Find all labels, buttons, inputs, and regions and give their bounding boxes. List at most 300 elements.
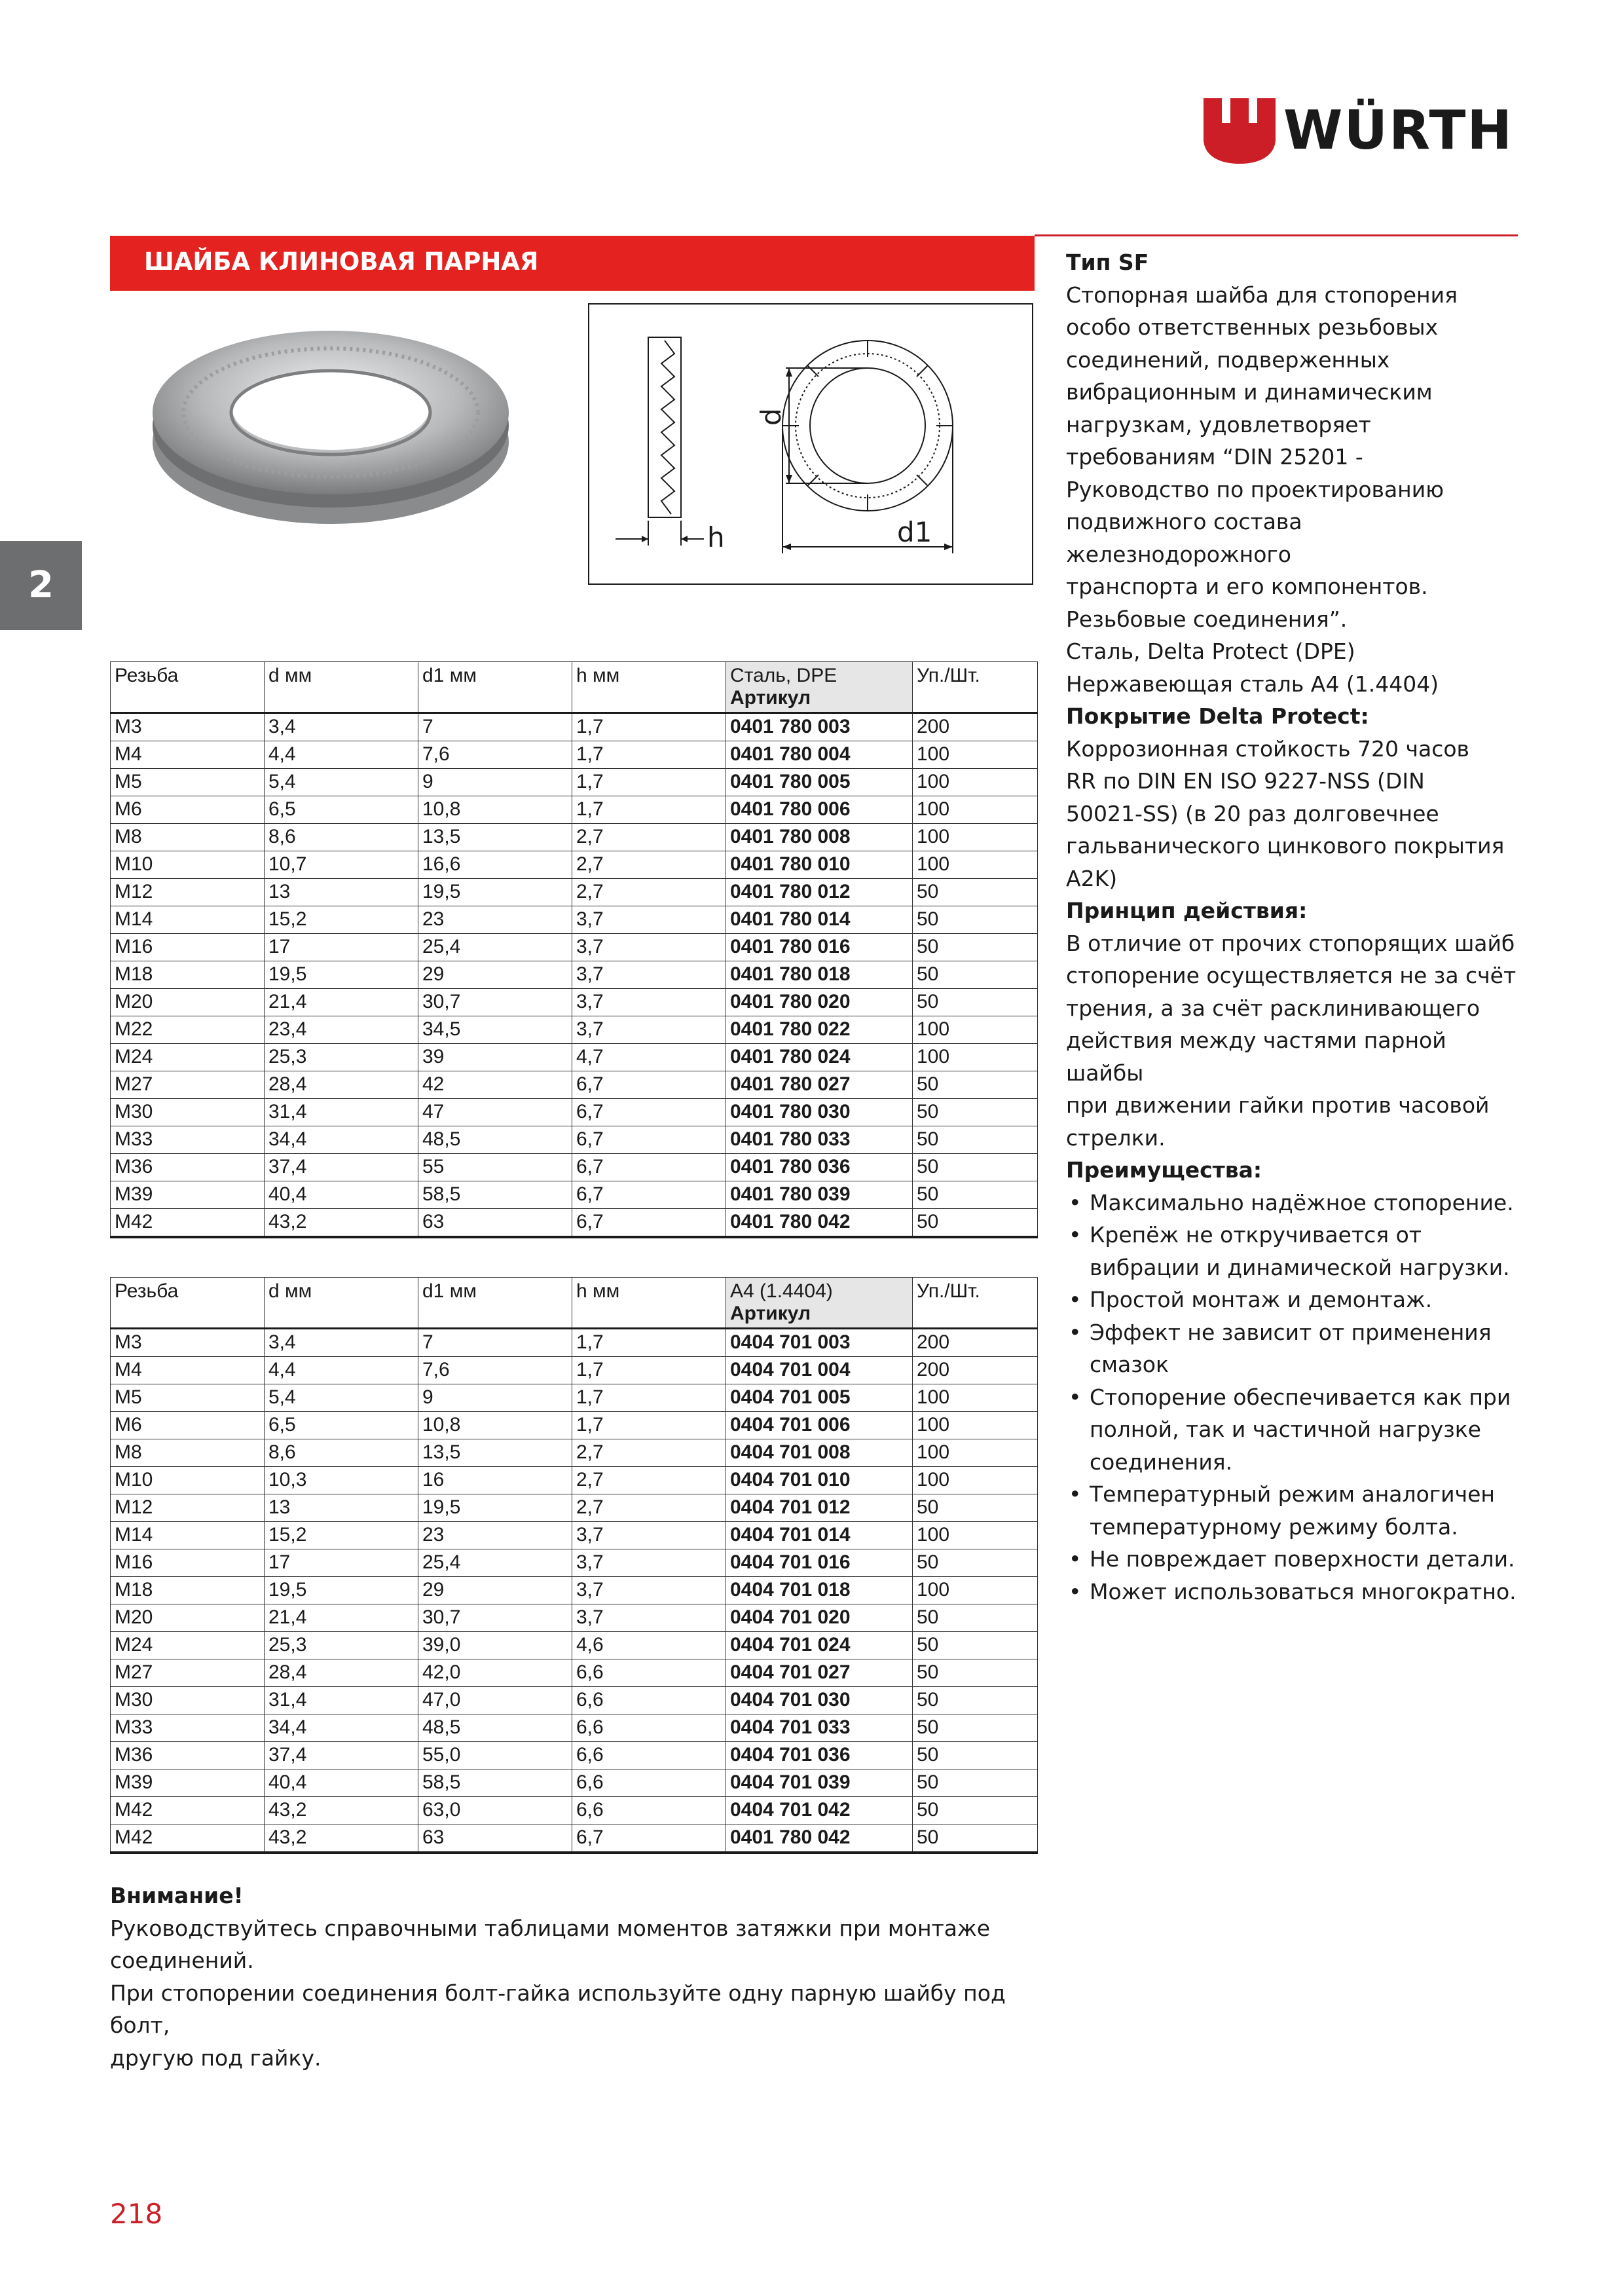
table-row <box>111 1071 1038 1099</box>
article-cell: 0401 780 027 <box>726 1071 913 1099</box>
label-d1: d1 <box>897 516 932 548</box>
article-cell: 0404 701 020 <box>726 1604 913 1632</box>
list-item-line: вибрации и динамической нагрузки. <box>1090 1254 1510 1280</box>
page-number: 218 <box>110 2198 163 2230</box>
d1-cell: 13,5 <box>418 824 572 851</box>
table-row <box>111 1126 1038 1154</box>
pack-cell: 50 <box>913 1181 1038 1209</box>
table-row <box>111 851 1038 879</box>
pack-cell: 50 <box>913 1797 1038 1824</box>
article-cell: 0401 780 020 <box>726 989 913 1016</box>
d-cell: 28,4 <box>265 1659 418 1687</box>
description-line: Нержавеющая сталь A4 (1.4404) <box>1066 671 1439 697</box>
thread-cell: M42 <box>111 1824 265 1853</box>
h-cell: 1,7 <box>572 713 726 741</box>
d-cell: 4,4 <box>265 1357 418 1384</box>
d1-cell: 16 <box>418 1467 572 1494</box>
title-bar <box>110 236 1035 291</box>
table-row <box>111 1412 1038 1439</box>
advantages-heading: Преимущества: <box>1066 1157 1262 1183</box>
d1-cell: 34,5 <box>418 1016 572 1044</box>
header-h: h мм <box>572 662 726 713</box>
table-row <box>111 1714 1038 1742</box>
note-line: При стопорении соединения болт-гайка используйте одну парную шайбу под болт, <box>110 1980 1006 2038</box>
table-row <box>111 989 1038 1016</box>
header-material: A4 (1.4404) <box>730 1280 833 1302</box>
pack-cell: 100 <box>913 1016 1038 1044</box>
pack-cell: 100 <box>913 1577 1038 1604</box>
principle-line: В отличие от прочих стопорящих шайб <box>1066 930 1515 956</box>
table-row <box>111 879 1038 906</box>
pack-cell: 50 <box>913 1659 1038 1687</box>
thread-cell: M22 <box>111 1016 265 1044</box>
d1-cell: 19,5 <box>418 1494 572 1522</box>
article-cell: 0401 780 030 <box>726 1099 913 1126</box>
table-row <box>111 1577 1038 1604</box>
table-row <box>111 1099 1038 1126</box>
h-cell: 6,6 <box>572 1659 726 1687</box>
thread-cell: M10 <box>111 851 265 879</box>
h-cell: 2,7 <box>572 824 726 851</box>
label-d: d <box>755 408 787 426</box>
pack-cell: 50 <box>913 989 1038 1016</box>
description-column <box>1066 246 1524 1608</box>
h-cell: 1,7 <box>572 1329 726 1357</box>
page-title: ШАЙБА КЛИНОВАЯ ПАРНАЯ <box>144 248 539 276</box>
table-row <box>111 1824 1038 1853</box>
d1-cell: 58,5 <box>418 1769 572 1797</box>
article-cell: 0404 701 018 <box>726 1577 913 1604</box>
table-row <box>111 1742 1038 1769</box>
h-cell: 1,7 <box>572 741 726 769</box>
d-cell: 34,4 <box>265 1714 418 1742</box>
description-line: Сталь, Delta Protect (DPE) <box>1066 639 1355 664</box>
principle-line: при движении гайки против часовой <box>1066 1092 1490 1118</box>
table-row <box>111 1797 1038 1824</box>
h-cell: 6,7 <box>572 1209 726 1238</box>
d1-cell: 19,5 <box>418 879 572 906</box>
h-cell: 4,7 <box>572 1044 726 1071</box>
d1-cell: 48,5 <box>418 1126 572 1154</box>
article-cell: 0404 701 012 <box>726 1494 913 1522</box>
list-item <box>1066 1576 1524 1608</box>
table-row <box>111 1209 1038 1238</box>
d-cell: 28,4 <box>265 1071 418 1099</box>
a4-table <box>110 1277 1038 1854</box>
note-line: другую под гайку. <box>110 2045 322 2071</box>
article-cell: 0401 780 022 <box>726 1016 913 1044</box>
article-cell: 0401 780 036 <box>726 1154 913 1181</box>
pack-cell: 100 <box>913 851 1038 879</box>
article-cell: 0404 701 030 <box>726 1687 913 1714</box>
h-cell: 1,7 <box>572 1384 726 1412</box>
d1-cell: 55 <box>418 1154 572 1181</box>
header-h: h мм <box>572 1278 726 1329</box>
thread-cell: M3 <box>111 713 265 741</box>
d-cell: 40,4 <box>265 1181 418 1209</box>
article-cell: 0404 701 033 <box>726 1714 913 1742</box>
pack-cell: 100 <box>913 1467 1038 1494</box>
h-cell: 3,7 <box>572 1522 726 1549</box>
pack-cell: 50 <box>913 906 1038 934</box>
pack-cell: 50 <box>913 1071 1038 1099</box>
d1-cell: 30,7 <box>418 989 572 1016</box>
table-row <box>111 1522 1038 1549</box>
article-cell: 0401 780 005 <box>726 769 913 796</box>
h-cell: 3,7 <box>572 1549 726 1577</box>
article-cell: 0404 701 005 <box>726 1384 913 1412</box>
h-cell: 2,7 <box>572 1494 726 1522</box>
pack-cell: 200 <box>913 713 1038 741</box>
d-cell: 6,5 <box>265 1412 418 1439</box>
article-cell: 0401 780 033 <box>726 1126 913 1154</box>
list-item <box>1066 1219 1524 1284</box>
d-cell: 3,4 <box>265 713 418 741</box>
description-line: Стопорная шайба для стопорения <box>1066 282 1458 308</box>
h-cell: 1,7 <box>572 1412 726 1439</box>
d-cell: 4,4 <box>265 741 418 769</box>
h-cell: 4,6 <box>572 1632 726 1659</box>
d1-cell: 42,0 <box>418 1659 572 1687</box>
pack-cell: 50 <box>913 879 1038 906</box>
d1-cell: 47 <box>418 1099 572 1126</box>
d1-cell: 29 <box>418 1577 572 1604</box>
table-row <box>111 1659 1038 1687</box>
h-cell: 6,7 <box>572 1154 726 1181</box>
header-article <box>726 662 913 713</box>
washer-photo <box>151 314 517 530</box>
table-row <box>111 796 1038 824</box>
d-cell: 15,2 <box>265 906 418 934</box>
d1-cell: 39 <box>418 1044 572 1071</box>
h-cell: 2,7 <box>572 851 726 879</box>
thread-cell: M5 <box>111 769 265 796</box>
d1-cell: 7,6 <box>418 741 572 769</box>
pack-cell: 100 <box>913 1522 1038 1549</box>
pack-cell: 100 <box>913 1384 1038 1412</box>
d1-cell: 63 <box>418 1209 572 1238</box>
header-rule <box>1035 234 1518 236</box>
header-pack: Уп./Шт. <box>913 1278 1038 1329</box>
thread-cell: M27 <box>111 1071 265 1099</box>
d1-cell: 42 <box>418 1071 572 1099</box>
article-cell: 0401 780 008 <box>726 824 913 851</box>
article-cell: 0404 701 003 <box>726 1329 913 1357</box>
note-line: Руководствуйтесь справочными таблицами моментов затяжки при монтаже <box>110 1915 990 1941</box>
h-cell: 2,7 <box>572 1467 726 1494</box>
d-cell: 5,4 <box>265 769 418 796</box>
d-cell: 31,4 <box>265 1687 418 1714</box>
description-line: Резьбовые соединения”. <box>1066 606 1348 632</box>
thread-cell: M33 <box>111 1126 265 1154</box>
h-cell: 3,7 <box>572 906 726 934</box>
d1-cell: 55,0 <box>418 1742 572 1769</box>
pack-cell: 50 <box>913 1126 1038 1154</box>
table-row <box>111 1154 1038 1181</box>
d-cell: 19,5 <box>265 1577 418 1604</box>
pack-cell: 100 <box>913 769 1038 796</box>
thread-cell: M42 <box>111 1797 265 1824</box>
h-cell: 6,7 <box>572 1824 726 1853</box>
d1-cell: 29 <box>418 961 572 989</box>
thread-cell: M8 <box>111 824 265 851</box>
thread-cell: M20 <box>111 1604 265 1632</box>
pack-cell: 100 <box>913 824 1038 851</box>
table-row <box>111 1769 1038 1797</box>
list-item-line: • Эффект не зависит от применения <box>1090 1319 1492 1345</box>
description-line: транспорта и его компонентов. <box>1066 574 1428 599</box>
article-cell: 0401 780 014 <box>726 906 913 934</box>
article-cell: 0401 780 024 <box>726 1044 913 1071</box>
list-item-line: смазок <box>1090 1352 1169 1377</box>
d1-cell: 7 <box>418 1329 572 1357</box>
article-cell: 0401 780 006 <box>726 796 913 824</box>
pack-cell: 50 <box>913 1604 1038 1632</box>
list-item-line: температурному режиму болта. <box>1090 1513 1458 1540</box>
article-cell: 0404 701 006 <box>726 1412 913 1439</box>
description-line: Руководство по проектированию <box>1066 476 1444 502</box>
list-item <box>1066 1381 1524 1479</box>
article-cell: 0404 701 014 <box>726 1522 913 1549</box>
header-article-label: Артикул <box>730 687 811 709</box>
d-cell: 17 <box>265 934 418 961</box>
thread-cell: M3 <box>111 1329 265 1357</box>
thread-cell: M10 <box>111 1467 265 1494</box>
h-cell: 6,7 <box>572 1126 726 1154</box>
d-cell: 13 <box>265 1494 418 1522</box>
h-cell: 3,7 <box>572 1016 726 1044</box>
principle-line: действия между частями парной шайбы <box>1066 1028 1446 1086</box>
header-d: d мм <box>265 662 418 713</box>
principle-line: стопорение осуществляется не за счёт <box>1066 963 1517 988</box>
h-cell: 2,7 <box>572 1439 726 1467</box>
h-cell: 6,6 <box>572 1714 726 1742</box>
pack-cell: 50 <box>913 1687 1038 1714</box>
header-thread: Резьба <box>111 1278 265 1329</box>
table-row <box>111 1044 1038 1071</box>
thread-cell: M12 <box>111 1494 265 1522</box>
description-line: вибрационным и динамическим <box>1066 379 1433 405</box>
table-row <box>111 1632 1038 1659</box>
pack-cell: 50 <box>913 1209 1038 1238</box>
header-d: d мм <box>265 1278 418 1329</box>
table-row <box>111 769 1038 796</box>
table-row <box>111 1329 1038 1357</box>
header-d1: d1 мм <box>418 1278 572 1329</box>
table-row <box>111 1181 1038 1209</box>
d-cell: 15,2 <box>265 1522 418 1549</box>
thread-cell: M18 <box>111 1577 265 1604</box>
pack-cell: 100 <box>913 1044 1038 1071</box>
list-item-line: • Не повреждает поверхности детали. <box>1090 1546 1515 1572</box>
thread-cell: M14 <box>111 906 265 934</box>
d-cell: 10,3 <box>265 1467 418 1494</box>
table-row <box>111 1016 1038 1044</box>
table-row <box>111 1439 1038 1467</box>
d-cell: 25,3 <box>265 1632 418 1659</box>
h-cell: 6,6 <box>572 1769 726 1797</box>
thread-cell: M14 <box>111 1522 265 1549</box>
thread-cell: M16 <box>111 934 265 961</box>
thread-cell: M4 <box>111 1357 265 1384</box>
d1-cell: 63,0 <box>418 1797 572 1824</box>
h-cell: 1,7 <box>572 769 726 796</box>
table-row <box>111 1357 1038 1384</box>
pack-cell: 50 <box>913 1742 1038 1769</box>
h-cell: 6,6 <box>572 1742 726 1769</box>
pack-cell: 50 <box>913 1549 1038 1577</box>
list-item-line: • Простой монтаж и демонтаж. <box>1090 1287 1433 1312</box>
label-h: h <box>707 521 725 553</box>
article-cell: 0404 701 039 <box>726 1769 913 1797</box>
d1-cell: 48,5 <box>418 1714 572 1742</box>
description-line: соединений, подверженных <box>1066 346 1390 373</box>
header-article <box>726 1278 913 1329</box>
d1-cell: 25,4 <box>418 1549 572 1577</box>
thread-cell: M39 <box>111 1769 265 1797</box>
warning-note <box>110 1879 1040 2074</box>
h-cell: 6,6 <box>572 1797 726 1824</box>
header-pack: Уп./Шт. <box>913 662 1038 713</box>
d-cell: 6,5 <box>265 796 418 824</box>
pack-cell: 50 <box>913 1714 1038 1742</box>
d1-cell: 9 <box>418 1384 572 1412</box>
d-cell: 25,3 <box>265 1044 418 1071</box>
h-cell: 3,7 <box>572 961 726 989</box>
article-cell: 0401 780 018 <box>726 961 913 989</box>
thread-cell: M16 <box>111 1549 265 1577</box>
list-item-line: • Крепёж не откручивается от <box>1090 1222 1422 1248</box>
thread-cell: M36 <box>111 1154 265 1181</box>
note-heading: Внимание! <box>110 1883 244 1908</box>
advantages-list <box>1066 1187 1524 1608</box>
description-line: нагрузкам, удовлетворяет <box>1066 411 1371 437</box>
d1-cell: 16,6 <box>418 851 572 879</box>
brand-name: WÜRTH <box>1283 100 1514 162</box>
h-cell: 3,7 <box>572 989 726 1016</box>
list-item <box>1066 1187 1524 1219</box>
article-cell: 0401 780 004 <box>726 741 913 769</box>
d1-cell: 7 <box>418 713 572 741</box>
article-cell: 0404 701 016 <box>726 1549 913 1577</box>
d-cell: 37,4 <box>265 1154 418 1181</box>
section-tab: 2 <box>0 541 82 630</box>
pack-cell: 50 <box>913 1494 1038 1522</box>
table-row <box>111 961 1038 989</box>
table-row <box>111 1549 1038 1577</box>
d1-cell: 23 <box>418 906 572 934</box>
article-cell: 0404 701 008 <box>726 1439 913 1467</box>
article-cell: 0404 701 036 <box>726 1742 913 1769</box>
d-cell: 43,2 <box>265 1209 418 1238</box>
d1-cell: 10,8 <box>418 1412 572 1439</box>
principle-heading: Принцип действия: <box>1066 898 1308 923</box>
table-row <box>111 934 1038 961</box>
pack-cell: 50 <box>913 1769 1038 1797</box>
list-item-line: • Максимально надёжное стопорение. <box>1090 1189 1514 1215</box>
d-cell: 5,4 <box>265 1384 418 1412</box>
pack-cell: 50 <box>913 1154 1038 1181</box>
pack-cell: 200 <box>913 1357 1038 1384</box>
article-cell: 0401 780 016 <box>726 934 913 961</box>
article-cell: 0401 780 010 <box>726 851 913 879</box>
h-cell: 3,7 <box>572 1604 726 1632</box>
table-row <box>111 906 1038 934</box>
d-cell: 3,4 <box>265 1329 418 1357</box>
h-cell: 6,7 <box>572 1181 726 1209</box>
coating-line: Коррозионная стойкость 720 часов <box>1066 735 1470 762</box>
pack-cell: 50 <box>913 1824 1038 1853</box>
type-heading: Тип SF <box>1066 250 1149 275</box>
table-row <box>111 1604 1038 1632</box>
technical-drawing <box>588 303 1033 585</box>
article-cell: 0401 780 039 <box>726 1181 913 1209</box>
thread-cell: M30 <box>111 1099 265 1126</box>
principle-line: трения, а за счёт расклинивающего <box>1066 995 1480 1021</box>
d-cell: 19,5 <box>265 961 418 989</box>
note-line: соединений. <box>110 1948 254 1973</box>
h-cell: 6,7 <box>572 1099 726 1126</box>
principle-line: стрелки. <box>1066 1124 1166 1151</box>
d-cell: 10,7 <box>265 851 418 879</box>
d1-cell: 39,0 <box>418 1632 572 1659</box>
h-cell: 2,7 <box>572 879 726 906</box>
coating-line: RR по DIN EN ISO 9227-NSS (DIN <box>1066 768 1425 794</box>
list-item <box>1066 1543 1524 1576</box>
thread-cell: M6 <box>111 1412 265 1439</box>
article-cell: 0404 701 004 <box>726 1357 913 1384</box>
thread-cell: M24 <box>111 1044 265 1071</box>
pack-cell: 200 <box>913 1329 1038 1357</box>
coating-heading: Покрытие Delta Protect: <box>1066 703 1369 729</box>
coating-line: 50021-SS) (в 20 раз долговечнее <box>1066 800 1439 826</box>
table-row <box>111 1494 1038 1522</box>
header-material: Сталь, DPE <box>730 665 837 686</box>
d-cell: 34,4 <box>265 1126 418 1154</box>
description-line: подвижного состава железнодорожного <box>1066 509 1302 567</box>
article-cell: 0404 701 024 <box>726 1632 913 1659</box>
d1-cell: 23 <box>418 1522 572 1549</box>
d-cell: 43,2 <box>265 1797 418 1824</box>
d-cell: 21,4 <box>265 989 418 1016</box>
pack-cell: 100 <box>913 1412 1038 1439</box>
article-cell: 0401 780 042 <box>726 1209 913 1238</box>
table-row <box>111 1687 1038 1714</box>
thread-cell: M4 <box>111 741 265 769</box>
header-article-label: Артикул <box>730 1303 811 1324</box>
d-cell: 40,4 <box>265 1769 418 1797</box>
h-cell: 3,7 <box>572 934 726 961</box>
thread-cell: M24 <box>111 1632 265 1659</box>
article-cell: 0404 701 010 <box>726 1467 913 1494</box>
h-cell: 3,7 <box>572 1577 726 1604</box>
thread-cell: M20 <box>111 989 265 1016</box>
d-cell: 31,4 <box>265 1099 418 1126</box>
h-cell: 1,7 <box>572 796 726 824</box>
d-cell: 37,4 <box>265 1742 418 1769</box>
thread-cell: M33 <box>111 1714 265 1742</box>
thread-cell: M42 <box>111 1209 265 1238</box>
list-item-line: • Может использоваться многократно. <box>1090 1578 1517 1604</box>
thread-cell: M5 <box>111 1384 265 1412</box>
h-cell: 6,7 <box>572 1071 726 1099</box>
description-line: особо ответственных резьбовых <box>1066 314 1439 340</box>
d1-cell: 7,6 <box>418 1357 572 1384</box>
pack-cell: 100 <box>913 741 1038 769</box>
list-item-line: полной, так и частичной нагрузке <box>1090 1416 1481 1442</box>
table-row <box>111 741 1038 769</box>
list-item-line: соединения. <box>1090 1449 1233 1475</box>
